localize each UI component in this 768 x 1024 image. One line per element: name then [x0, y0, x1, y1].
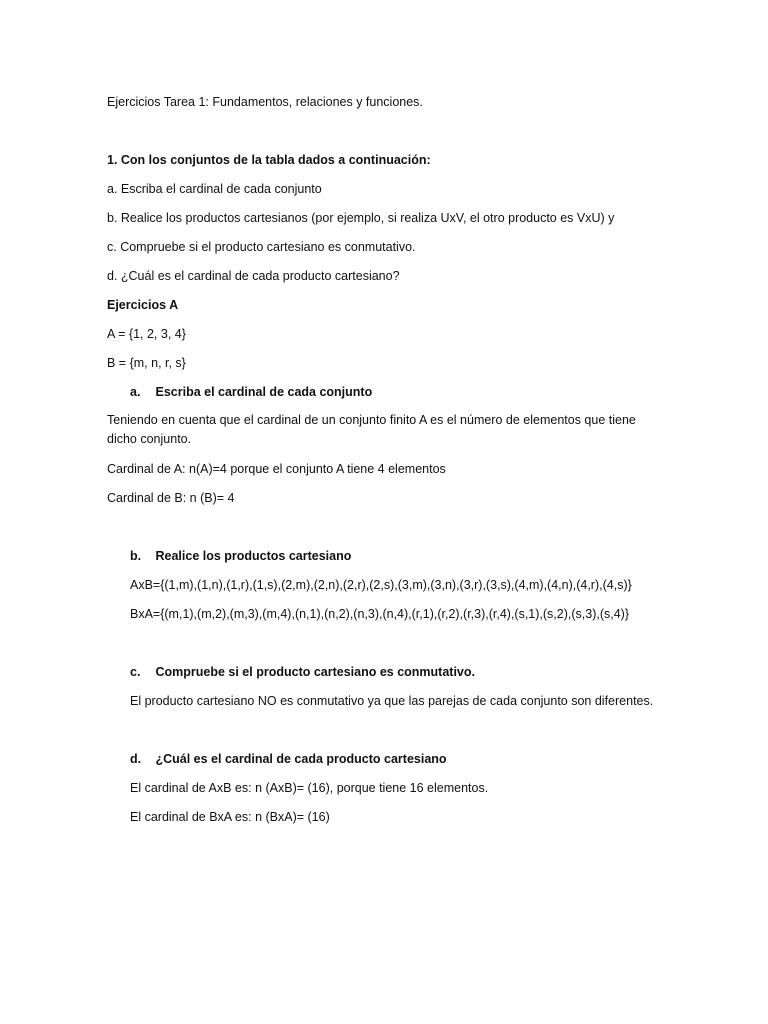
- section-c-label: c.: [130, 665, 141, 679]
- set-a-definition: A = {1, 2, 3, 4}: [107, 327, 186, 341]
- section-a-heading: [130, 384, 372, 400]
- cardinal-a: Cardinal de A: n(A)=4 porque el conjunto A tiene 4 elementos: [107, 462, 446, 476]
- section-c-title: Compruebe si el producto cartesiano es conmutativo.: [155, 665, 475, 679]
- cardinal-explanation: Teniendo en cuenta que el cardinal de un conjunto finito A es el número de elementos que tiene dicho conjunto.: [107, 413, 636, 446]
- cardinal-axb: El cardinal de AxB es: n (AxB)= (16), porque tiene 16 elementos.: [130, 781, 489, 795]
- cardinal-bxa: El cardinal de BxA es: n (BxA)= (16): [130, 810, 330, 824]
- section-d-label: d.: [130, 752, 142, 766]
- commutative-answer: El producto cartesiano NO es conmutativo ya que las parejas de cada conjunto son diferentes.: [130, 694, 654, 708]
- question-1b: b. Realice los productos cartesianos (por ejemplo, si realiza UxV, el otro producto es VxU) y: [107, 211, 615, 225]
- section-c-heading: [130, 664, 475, 680]
- exercises-heading: Ejercicios A: [107, 298, 179, 312]
- section-d-title: ¿Cuál es el cardinal de cada producto cartesiano: [155, 752, 447, 766]
- section-a-title: Escriba el cardinal de cada conjunto: [155, 385, 373, 399]
- section-b-heading: [130, 548, 351, 564]
- section-b-label: b.: [130, 549, 142, 563]
- document-title: Ejercicios Tarea 1: Fundamentos, relaciones y funciones.: [107, 95, 423, 109]
- question-1-heading: 1. Con los conjuntos de la tabla dados a continuación:: [107, 153, 431, 167]
- section-a-label: a.: [130, 385, 141, 399]
- question-1a: a. Escriba el cardinal de cada conjunto: [107, 182, 322, 196]
- product-bxa: BxA={(m,1),(m,2),(m,3),(m,4),(n,1),(n,2),(n,3),(n,4),(r,1),(r,2),(r,3),(r,4),(s,1),(s,2),(s,3),(s,4)}: [130, 607, 630, 621]
- question-1d: d. ¿Cuál es el cardinal de cada producto cartesiano?: [107, 269, 400, 283]
- product-axb: AxB={(1,m),(1,n),(1,r),(1,s),(2,m),(2,n),(2,r),(2,s),(3,m),(3,n),(3,r),(3,s),(4,m),(4,n),(4,r),(4,s)}: [130, 578, 632, 592]
- question-1c: c. Compruebe si el producto cartesiano es conmutativo.: [107, 240, 416, 254]
- set-b-definition: B = {m, n, r, s}: [107, 356, 186, 370]
- section-b-title: Realice los productos cartesiano: [155, 549, 352, 563]
- cardinal-b: Cardinal de B: n (B)= 4: [107, 491, 235, 505]
- section-d-heading: [130, 751, 447, 767]
